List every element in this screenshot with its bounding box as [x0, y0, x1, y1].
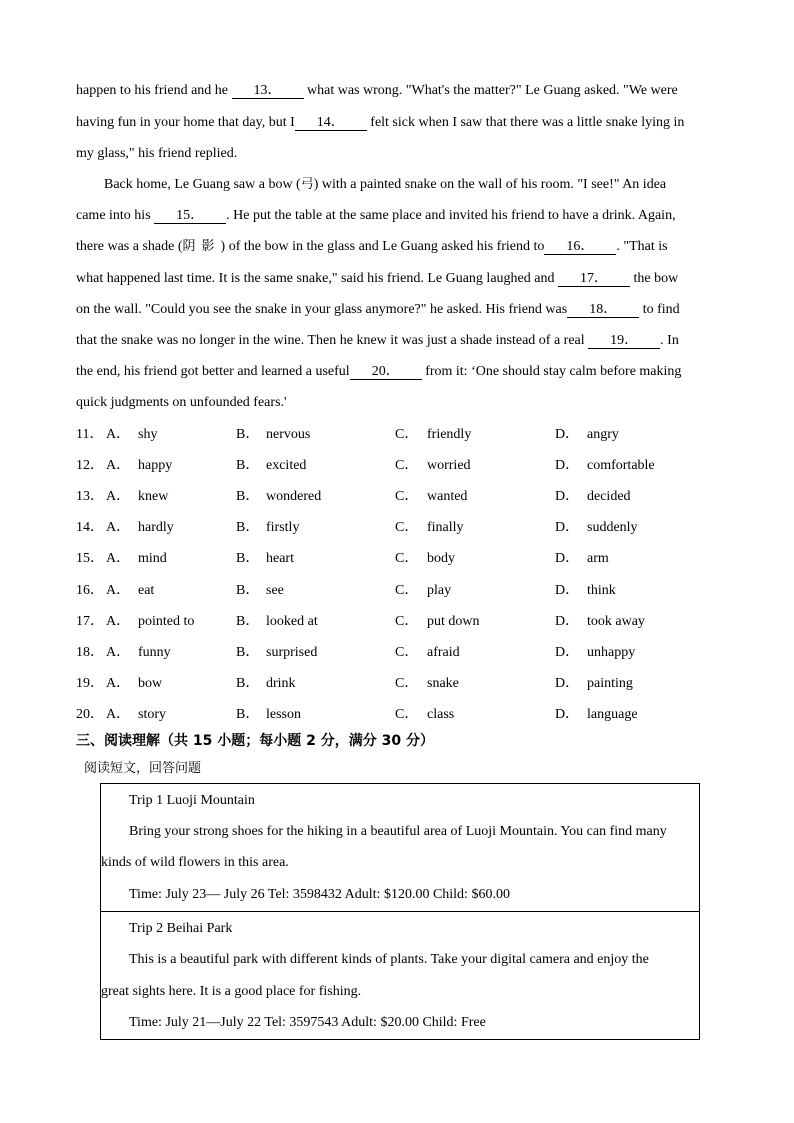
passage-line: the end, his friend got better and learned a useful 20． from it: ‘One should stay calm before making [76, 364, 682, 379]
section-title: 三、阅读理解（共 15 小题；每小题 2 分，满分 30 分） [76, 733, 434, 749]
option-row [76, 487, 716, 507]
option-a[interactable]: shy [138, 427, 158, 442]
option-letter: B． [236, 551, 260, 566]
option-letter: B． [236, 427, 260, 442]
option-c[interactable]: put down [427, 614, 480, 629]
option-letter: B． [236, 707, 260, 722]
option-row [76, 674, 716, 694]
option-number: 16． [76, 583, 104, 598]
option-d[interactable]: angry [587, 427, 619, 442]
option-b[interactable]: firstly [266, 520, 300, 535]
option-letter: D． [555, 614, 580, 629]
option-b[interactable]: looked at [266, 614, 318, 629]
option-d[interactable]: think [587, 583, 616, 598]
option-a[interactable]: bow [138, 676, 163, 691]
option-a[interactable]: eat [138, 583, 155, 598]
option-row [76, 612, 716, 632]
passage-line: on the wall. "Could you see the snake in your glass anymore?" he asked. His friend was 18． to find [76, 302, 680, 317]
option-letter: A． [106, 645, 131, 660]
passage-line: there was a shade (阴影) of the bow in the glass and Le Guang asked his friend to 16． . "That is [76, 239, 668, 254]
passage-line: quick judgments on unfounded fears.' [76, 395, 287, 410]
option-letter: C． [395, 614, 419, 629]
option-letter: A． [106, 520, 131, 535]
option-row [76, 705, 716, 725]
option-b[interactable]: surprised [266, 645, 318, 660]
option-a[interactable]: story [138, 707, 166, 722]
option-d[interactable]: decided [587, 489, 631, 504]
blank-20[interactable]: 20． [350, 364, 422, 380]
passage-line: came into his 15． . He put the table at the same place and invited his friend to have a drink. Again, [76, 208, 676, 223]
option-letter: D． [555, 458, 580, 473]
option-letter: A． [106, 458, 131, 473]
trip-body: Bring your strong shoes for the hiking in a beautiful area of Luoji Mountain. You can find many [129, 824, 667, 839]
option-number: 18． [76, 645, 104, 660]
option-number: 12． [76, 458, 104, 473]
option-b[interactable]: heart [266, 551, 294, 566]
passage-line: what happened last time. It is the same snake," said his friend. Le Guang laughed and 17． the bow [76, 271, 679, 286]
option-d[interactable]: arm [587, 551, 609, 566]
option-number: 17． [76, 614, 104, 629]
option-row [76, 425, 716, 445]
blank-14[interactable]: 14． [295, 115, 367, 131]
option-letter: B． [236, 583, 260, 598]
option-b[interactable]: drink [266, 676, 296, 691]
option-letter: D． [555, 520, 580, 535]
option-d[interactable]: painting [587, 676, 633, 691]
blank-18[interactable]: 18． [567, 302, 639, 318]
option-letter: B． [236, 614, 260, 629]
option-letter: C． [395, 458, 419, 473]
trip-info: Time: July 21—July 22 Tel: 3597543 Adult: $20.00 Child: Free [129, 1015, 486, 1030]
option-letter: C． [395, 583, 419, 598]
reading-instruction: 阅读短文，回答问题 [84, 761, 202, 776]
option-number: 14． [76, 520, 104, 535]
option-letter: A． [106, 676, 131, 691]
option-letter: B． [236, 676, 260, 691]
trip-title: Trip 1 Luoji Mountain [129, 793, 255, 808]
option-b[interactable]: lesson [266, 707, 301, 722]
blank-15[interactable]: 15． [154, 208, 226, 224]
option-c[interactable]: play [427, 583, 452, 598]
option-b[interactable]: excited [266, 458, 307, 473]
trip-box [100, 911, 700, 1040]
option-letter: A． [106, 583, 131, 598]
passage-line: Back home, Le Guang saw a bow (弓) with a painted snake on the wall of his room. "I see!" An idea [104, 177, 667, 192]
option-number: 15． [76, 551, 104, 566]
option-c[interactable]: afraid [427, 645, 460, 660]
option-a[interactable]: knew [138, 489, 169, 504]
option-letter: D． [555, 489, 580, 504]
trip-body: kinds of wild flowers in this area. [101, 855, 289, 870]
trip-body: This is a beautiful park with different kinds of plants. Take your digital camera and enjoy the [129, 952, 649, 967]
option-d[interactable]: suddenly [587, 520, 638, 535]
option-letter: D． [555, 583, 580, 598]
option-a[interactable]: pointed to [138, 614, 195, 629]
option-letter: C． [395, 707, 419, 722]
option-letter: A． [106, 551, 131, 566]
option-number: 11． [76, 427, 104, 442]
option-a[interactable]: hardly [138, 520, 174, 535]
option-letter: C． [395, 489, 419, 504]
trip-info: Time: July 23— July 26 Tel: 3598432 Adult: $120.00 Child: $60.00 [129, 887, 510, 902]
option-c[interactable]: body [427, 551, 455, 566]
option-letter: A． [106, 707, 131, 722]
option-row [76, 518, 716, 538]
option-c[interactable]: finally [427, 520, 464, 535]
option-d[interactable]: took away [587, 614, 645, 629]
trip-title: Trip 2 Beihai Park [129, 921, 233, 936]
option-b[interactable]: wondered [266, 489, 322, 504]
option-letter: D． [555, 707, 580, 722]
option-letter: A． [106, 489, 131, 504]
option-number: 13． [76, 489, 104, 504]
option-letter: D． [555, 551, 580, 566]
option-letter: A． [106, 614, 131, 629]
option-letter: D． [555, 645, 580, 660]
trip-box [100, 783, 700, 912]
option-c[interactable]: class [427, 707, 455, 722]
option-letter: C． [395, 520, 419, 535]
blank-17[interactable]: 17． [558, 271, 630, 287]
option-letter: C． [395, 676, 419, 691]
option-c[interactable]: wanted [427, 489, 468, 504]
blank-19[interactable]: 19． [588, 333, 660, 349]
option-letter: D． [555, 427, 580, 442]
option-letter: B． [236, 520, 260, 535]
option-letter: C． [395, 551, 419, 566]
option-b[interactable]: see [266, 583, 284, 598]
option-number: 19． [76, 676, 104, 691]
option-letter: A． [106, 427, 131, 442]
option-a[interactable]: mind [138, 551, 167, 566]
option-row [76, 456, 716, 476]
option-number: 20． [76, 707, 104, 722]
option-letter: C． [395, 427, 419, 442]
option-letter: B． [236, 645, 260, 660]
option-row [76, 643, 716, 663]
option-letter: D． [555, 676, 580, 691]
option-d[interactable]: language [587, 707, 638, 722]
option-letter: B． [236, 489, 260, 504]
option-c[interactable]: friendly [427, 427, 472, 442]
blank-13[interactable]: 13． [232, 83, 304, 99]
option-letter: B． [236, 458, 260, 473]
option-b[interactable]: nervous [266, 427, 311, 442]
option-d[interactable]: unhappy [587, 645, 636, 660]
passage-line: that the snake was no longer in the wine. Then he knew it was just a shade instead of a real 19． . In [76, 333, 679, 348]
passage-line: having fun in your home that day, but I 14． felt sick when I saw that there was a little snake lying in [76, 115, 685, 130]
passage-line: my glass," his friend replied. [76, 146, 238, 161]
option-d[interactable]: comfortable [587, 458, 655, 473]
option-a[interactable]: happy [138, 458, 173, 473]
option-letter: C． [395, 645, 419, 660]
option-c[interactable]: snake [427, 676, 459, 691]
option-c[interactable]: worried [427, 458, 471, 473]
option-a[interactable]: funny [138, 645, 171, 660]
option-row [76, 549, 716, 569]
trip-body: great sights here. It is a good place for fishing. [101, 984, 362, 999]
passage-line: happen to his friend and he 13． what was wrong. "What's the matter?" Le Guang asked. "We were [76, 83, 678, 98]
blank-16[interactable]: 16． [544, 239, 616, 255]
option-row [76, 581, 716, 601]
